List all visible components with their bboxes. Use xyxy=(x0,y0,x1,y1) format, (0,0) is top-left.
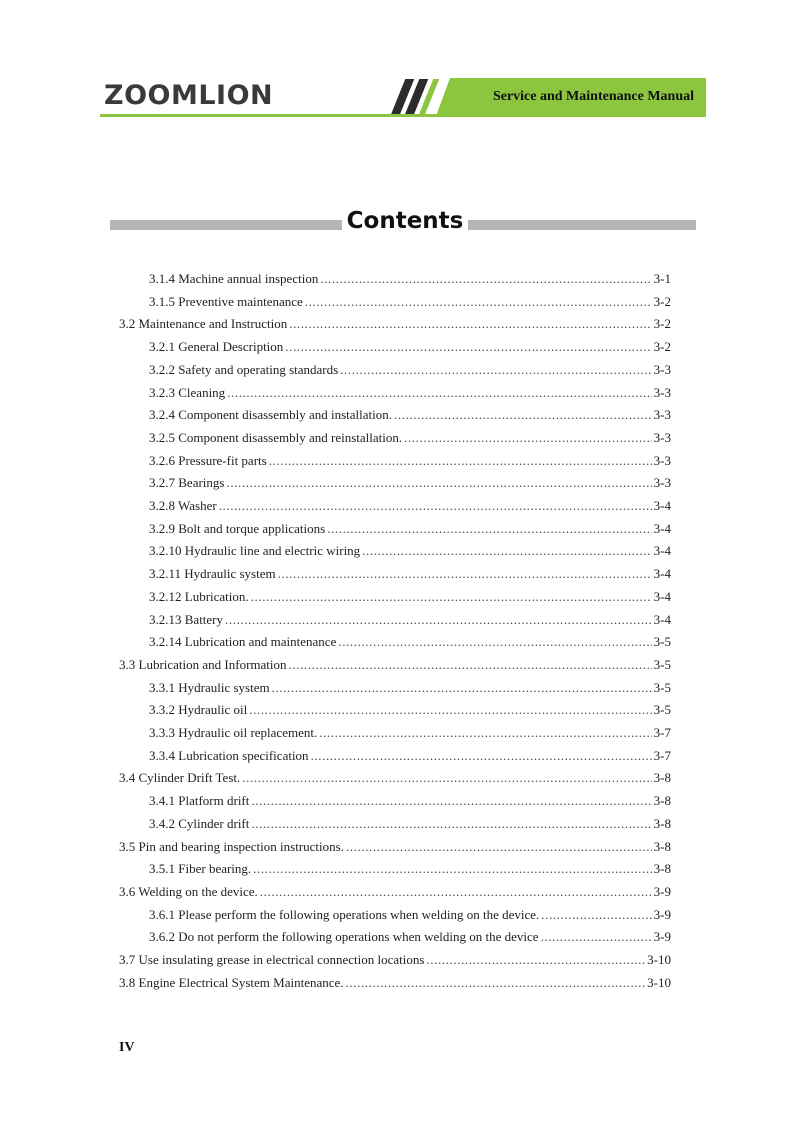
toc-entry[interactable] xyxy=(149,565,671,583)
toc-entry-page: 3-10 xyxy=(647,974,671,990)
toc-leader-dots xyxy=(305,293,652,311)
toc-entry-page: 3-4 xyxy=(653,498,671,513)
toc-leader-dots xyxy=(327,520,651,538)
toc-entry-title: 3.2.7 Bearings xyxy=(149,475,225,491)
toc-entry[interactable] xyxy=(149,338,671,356)
toc-leader-dots xyxy=(251,815,651,833)
toc-entry[interactable] xyxy=(149,611,671,629)
toc-entry[interactable] xyxy=(149,701,671,719)
toc-entry-title: 3.5 Pin and bearing inspection instructions. xyxy=(119,838,344,854)
toc-leader-dots xyxy=(269,452,652,470)
toc-entry[interactable] xyxy=(149,792,671,810)
toc-entry-title: 3.8 Engine Electrical System Maintenance. xyxy=(119,974,344,990)
toc-leader-dots xyxy=(251,792,651,810)
toc-leader-dots xyxy=(346,838,652,856)
toc-leader-dots xyxy=(219,497,652,515)
toc-entry-title: 3.6.2 Do not perform the following operations when welding on the device xyxy=(149,929,539,945)
toc-entry[interactable] xyxy=(149,497,671,515)
toc-entry-title: 3.2.11 Hydraulic system xyxy=(149,566,276,582)
toc-entry-page: 3-5 xyxy=(653,656,671,672)
toc-entry-title: 3.2.2 Safety and operating standards xyxy=(149,361,339,377)
page-number: IV xyxy=(119,1040,135,1055)
toc-leader-dots xyxy=(340,361,651,379)
toc-leader-dots xyxy=(346,974,646,992)
toc-leader-dots xyxy=(289,315,651,333)
toc-entry-title: 3.2.3 Cleaning xyxy=(149,384,226,400)
toc-leader-dots xyxy=(225,611,652,629)
toc-entry-title: 3.3.1 Hydraulic system xyxy=(149,679,270,695)
toc-entry[interactable] xyxy=(149,633,671,651)
toc-entry-page: 3-9 xyxy=(653,929,671,945)
toc-entry-title: 3.5.1 Fiber bearing. xyxy=(149,861,252,877)
toc-entry[interactable] xyxy=(149,520,671,538)
toc-entry[interactable] xyxy=(119,838,671,856)
toc-entry[interactable] xyxy=(149,928,671,946)
toc-entry-title: 3.3.4 Lubrication specification xyxy=(149,747,309,763)
toc-entry-page: 3-7 xyxy=(653,747,671,763)
toc-entry-page: 3-9 xyxy=(653,883,671,899)
toc-entry-title: 3.4.1 Platform drift xyxy=(149,793,250,809)
toc-entry[interactable] xyxy=(149,293,671,311)
toc-entry-page: 3-5 xyxy=(653,634,671,650)
toc-entry[interactable] xyxy=(149,270,671,288)
toc-entry-page: 3-2 xyxy=(653,316,671,332)
zoomlion-logo: ZOOMLION xyxy=(104,80,274,111)
toc-entry-page: 3-1 xyxy=(653,271,671,286)
toc-leader-dots xyxy=(272,679,652,697)
toc-entry[interactable] xyxy=(119,951,671,969)
toc-entry-page: 3-3 xyxy=(653,384,671,400)
toc-entry-page: 3-8 xyxy=(653,770,671,786)
toc-leader-dots xyxy=(260,883,652,901)
toc-entry[interactable] xyxy=(149,452,671,470)
toc-entry-title: 3.2.14 Lubrication and maintenance xyxy=(149,634,337,650)
toc-entry-page: 3-4 xyxy=(653,543,671,559)
toc-entry-page: 3-9 xyxy=(653,906,671,922)
toc-entry-page: 3-3 xyxy=(653,429,671,445)
toc-leader-dots xyxy=(253,860,651,878)
toc-entry-title: 3.6.1 Please perform the following operations when welding on the device. xyxy=(149,906,540,922)
toc-entry-page: 3-2 xyxy=(653,339,671,355)
toc-leader-dots xyxy=(311,747,652,765)
toc-entry-page: 3-3 xyxy=(653,407,671,423)
toc-leader-dots xyxy=(320,270,651,288)
toc-entry[interactable] xyxy=(149,724,671,742)
toc-leader-dots xyxy=(249,701,651,719)
toc-entry-title: 3.1.5 Preventive maintenance xyxy=(149,293,303,309)
toc-entry-page: 3-7 xyxy=(653,725,671,740)
toc-entry-title: 3.2.12 Lubrication. xyxy=(149,588,249,604)
toc-leader-dots xyxy=(285,338,651,356)
toc-leader-dots xyxy=(242,769,651,787)
toc-entry-title: 3.2.13 Battery xyxy=(149,611,224,627)
toc-entry-title: 3.2.5 Component disassembly and reinstallation. xyxy=(149,429,403,445)
toc-entry-title: 3.2.9 Bolt and torque applications xyxy=(149,520,326,536)
toc-entry-title: 3.2.8 Washer xyxy=(149,498,217,513)
toc-entry-page: 3-8 xyxy=(653,861,671,877)
toc-entry[interactable] xyxy=(119,769,671,787)
toc-entry-title: 3.4.2 Cylinder drift xyxy=(149,815,250,831)
toc-leader-dots xyxy=(227,384,651,402)
toc-entry-title: 3.1.4 Machine annual inspection xyxy=(149,271,319,286)
toc-leader-dots xyxy=(404,429,652,447)
manual-title: Service and Maintenance Manual xyxy=(492,89,694,104)
toc-entry-title: 3.2.10 Hydraulic line and electric wiring xyxy=(149,543,361,559)
toc-leader-dots xyxy=(394,406,652,424)
toc-leader-dots xyxy=(541,906,651,924)
toc-entry-title: 3.2.4 Component disassembly and installation. xyxy=(149,407,393,423)
toc-entry[interactable] xyxy=(149,588,671,606)
toc-entry[interactable] xyxy=(149,542,671,560)
toc-entry[interactable] xyxy=(119,974,671,992)
toc-entry[interactable] xyxy=(149,361,671,379)
toc-entry[interactable] xyxy=(149,747,671,765)
toc-entry[interactable] xyxy=(149,384,671,402)
toc-entry[interactable] xyxy=(119,315,671,333)
toc-entry-page: 3-8 xyxy=(653,838,671,854)
toc-entry[interactable] xyxy=(149,429,671,447)
toc-entry-page: 3-5 xyxy=(653,702,671,718)
toc-entry[interactable] xyxy=(149,406,671,424)
header-rule xyxy=(100,114,706,117)
toc-entry[interactable] xyxy=(149,906,671,924)
toc-entry-page: 3-4 xyxy=(653,520,671,536)
page-header xyxy=(100,78,706,118)
toc-entry-page: 3-10 xyxy=(647,952,671,967)
toc-entry-title: 3.2.6 Pressure-fit parts xyxy=(149,452,267,468)
toc-leader-dots xyxy=(541,928,652,946)
toc-entry-page: 3-3 xyxy=(653,452,671,468)
toc-entry-title: 3.7 Use insulating grease in electrical connection locations xyxy=(119,952,425,967)
contents-heading: Contents xyxy=(346,208,464,234)
contents-bar-left xyxy=(110,220,342,230)
toc-entry-page: 3-8 xyxy=(653,793,671,809)
toc-entry-page: 3-2 xyxy=(653,293,671,309)
toc-leader-dots xyxy=(319,724,651,742)
toc-entry[interactable] xyxy=(119,883,671,901)
toc-entry-title: 3.6 Welding on the device. xyxy=(119,883,258,899)
toc-leader-dots xyxy=(338,633,651,651)
toc-entry[interactable] xyxy=(149,679,671,697)
toc-entry-page: 3-4 xyxy=(653,588,671,604)
toc-entry-title: 3.4 Cylinder Drift Test. xyxy=(119,770,241,786)
contents-bar-right xyxy=(468,220,696,230)
toc-leader-dots xyxy=(251,588,652,606)
toc-entry-page: 3-3 xyxy=(653,475,671,491)
toc-leader-dots xyxy=(278,565,652,583)
toc-leader-dots xyxy=(289,656,652,674)
toc-leader-dots xyxy=(362,542,651,560)
toc-entry-page: 3-5 xyxy=(653,679,671,695)
toc-entry-title: 3.2 Maintenance and Instruction xyxy=(119,316,288,332)
toc-entry-title: 3.2.1 General Description xyxy=(149,339,284,355)
toc-entry-title: 3.3 Lubrication and Information xyxy=(119,656,287,672)
toc-entry[interactable] xyxy=(119,656,671,674)
toc-entry[interactable] xyxy=(149,474,671,492)
toc-entry-page: 3-8 xyxy=(653,815,671,831)
toc-entry-page: 3-4 xyxy=(653,611,671,627)
toc-entry-title: 3.3.2 Hydraulic oil xyxy=(149,702,248,718)
toc-entry-title: 3.3.3 Hydraulic oil replacement. xyxy=(149,725,318,740)
toc-entry[interactable] xyxy=(149,860,671,878)
toc-entry-page: 3-3 xyxy=(653,361,671,377)
toc-entry-page: 3-4 xyxy=(653,566,671,582)
toc-entry[interactable] xyxy=(149,815,671,833)
toc-leader-dots xyxy=(226,474,651,492)
toc-leader-dots xyxy=(426,951,645,969)
